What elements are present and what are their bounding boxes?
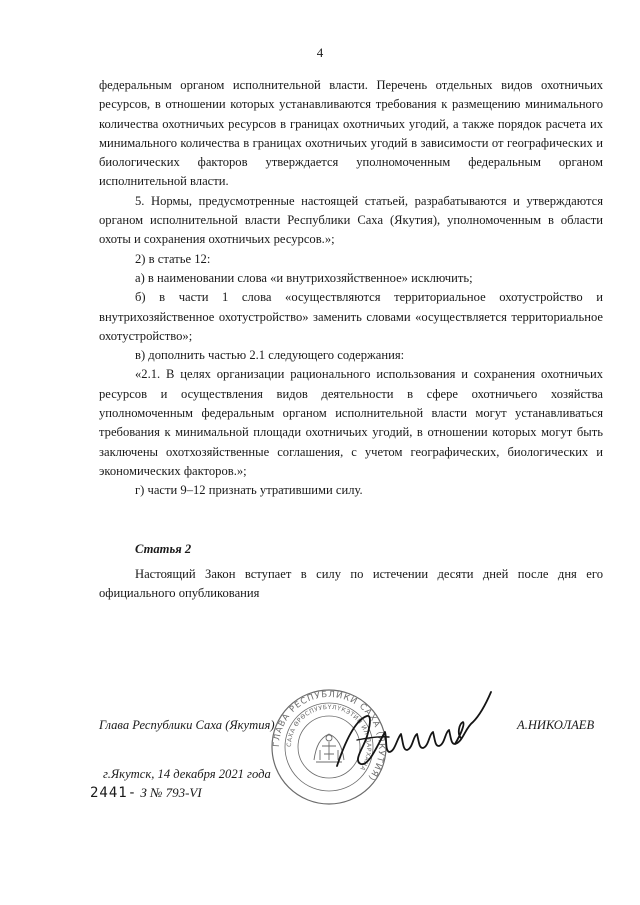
registration-number [90,785,202,801]
document-body [99,76,603,603]
registration-prefix: 2441- [90,785,138,801]
signatory-title: Глава Республики Саха (Якутия) [99,718,275,732]
paragraph: 2) в статье 12: [135,251,211,266]
article-heading [99,540,603,559]
article-title: Статья 2 [135,541,192,556]
law-number: З № 793-VI [140,785,202,800]
paragraph: б) в части 1 слова «осуществляются территориальное охотустройство и внутрихозяйственное охотустройство» заменить словами «осуществляется территориальное охотустройство»; [99,290,603,343]
paragraph: г) части 9–12 признать утратившими силу. [135,483,363,498]
paragraph: а) в наименовании слова «и внутрихозяйственное» исключить; [135,270,473,285]
paragraph: в) дополнить частью 2.1 следующего содержания: [135,348,405,363]
seal-outer-text: ГЛАВА РЕСПУБЛИКИ САХА (ЯКУТИЯ) [271,689,387,783]
signatory-name: А.НИКОЛАЕВ [517,718,595,732]
handwritten-signature [333,682,503,772]
paragraph: «2.1. В целях организации рационального использования и сохранения охотничьих ресурсов и осуществления видов деятельности в сфере охотничьего хозяйства уполномоченным федеральным органом исполнительной власти могут устанавливаться требования к минимальной площади охотничьих угодий, в отношении которых могут быть заключены охотхозяйственные соглашения, с учетом географических, биологических и экономических факторов.»; [99,367,603,478]
seal-inner-text: САХА ӨРӨСПУУБҮЛҮКЭТИН ИЛ ДАРХАНА [285,703,373,772]
article-text: Настоящий Закон вступает в силу по истечении десяти дней после дня его официального опубликования [99,566,603,601]
paragraph: федеральным органом исполнительной власти. Перечень отдельных видов охотничьих ресурсов, в отношении которых устанавливаются требования к размещению минимального количества охотничьих ресурсов в границах охотничьих угодий, а также порядок расчета их минимального количества в границах охотничьих угодий в зависимости от географических и биологических факторов утверждается уполномоченным федеральным органом исполнительной власти. [99,78,603,189]
page-number: 4 [316,45,324,60]
paragraph: 5. Нормы, предусмотренные настоящей статьей, разрабатываются и утверждаются органом исполнительной власти Республики Саха (Якутия), уполномоченным в области охоты и сохранения охотничьих ресурсов.»; [99,193,603,247]
place-and-date: г.Якутск, 14 декабря 2021 года [103,767,271,781]
